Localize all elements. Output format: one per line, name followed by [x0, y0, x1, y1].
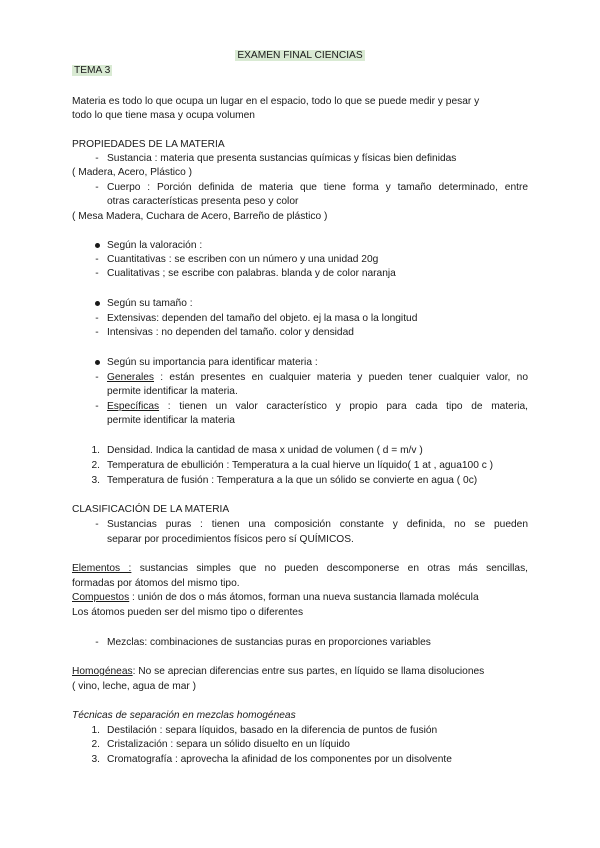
- intro-line-2: todo lo que tiene masa y ocupa volumen: [72, 110, 255, 121]
- bullet-icon: [90, 356, 104, 370]
- dash-marker: -: [95, 313, 99, 324]
- dash-marker: -: [95, 182, 99, 193]
- list-number: 1.: [91, 445, 100, 456]
- generales-line-2: permite identificar la materia.: [107, 386, 238, 397]
- bullet-icon: [90, 297, 104, 311]
- compuestos-line-1: Compuestos : unión de dos o más átomos, forman una nueva sustancia llamada molécula: [72, 592, 479, 603]
- document-title: [0, 49, 600, 63]
- sustancia-definition: Sustancia : materia que presenta sustancias químicas y físicas bien definidas: [107, 153, 457, 164]
- dash-marker: -: [95, 401, 99, 412]
- section-heading-propiedades: PROPIEDADES DE LA MATERIA: [72, 139, 225, 150]
- list-number: 2.: [91, 739, 100, 750]
- list-number: 3.: [91, 475, 100, 486]
- list-item: Extensivas: dependen del tamaño del objeto. ej la masa o la longitud: [107, 313, 418, 324]
- cuerpo-definition-line-2: otras características presenta peso y color: [107, 196, 299, 207]
- especificas-line-1: Específicas : tienen un valor característico y propio para cada tipo de materia,: [107, 401, 528, 412]
- especificas-line-2: permite identificar la materia: [107, 415, 235, 426]
- tamano-heading: Según su tamaño :: [107, 298, 193, 309]
- list-item: Cristalización : separa un sólido disuelto en un líquido: [107, 739, 350, 750]
- tecnicas-heading: Técnicas de separación en mezclas homogéneas: [72, 710, 296, 721]
- title-highlight: EXAMEN FINAL CIENCIAS: [237, 50, 363, 61]
- bullet-icon: [90, 239, 104, 253]
- list-number: 1.: [91, 725, 100, 736]
- list-item: Cromatografía : aprovecha la afinidad de los componentes por un disolvente: [107, 754, 452, 765]
- list-item: Intensivas : no dependen del tamaño. color y densidad: [107, 327, 354, 338]
- dash-marker: -: [95, 268, 99, 279]
- dash-marker: -: [95, 327, 99, 338]
- dash-marker: -: [95, 372, 99, 383]
- list-number: 2.: [91, 460, 100, 471]
- dash-marker: -: [95, 254, 99, 265]
- list-item: Cualitativas ; se escribe con palabras. blanda y de color naranja: [107, 268, 396, 279]
- compuestos-line-2: Los átomos pueden ser del mismo tipo o diferentes: [72, 607, 304, 618]
- list-item: Cuantitativas : se escriben con un número y una unidad 20g: [107, 254, 379, 265]
- topic-heading: [72, 64, 112, 78]
- mezclas-definition: Mezclas: combinaciones de sustancias puras en proporciones variables: [107, 637, 431, 648]
- valoracion-heading: Según la valoración :: [107, 240, 203, 251]
- cuerpo-examples: ( Mesa Madera, Cuchara de Acero, Barreño de plástico ): [72, 211, 328, 222]
- sustancias-puras-line-1: Sustancias puras : tienen una composición constante y definida, no se pueden: [107, 519, 528, 530]
- cuerpo-definition-line-1: Cuerpo : Porción definida de materia que tiene forma y tamaño determinado, entre: [107, 182, 528, 193]
- importancia-heading: Según su importancia para identificar materia :: [107, 357, 318, 368]
- sustancia-examples: ( Madera, Acero, Plástico ): [72, 167, 193, 178]
- elementos-line-2: formadas por átomos del mismo tipo.: [72, 578, 240, 589]
- dash-marker: -: [95, 637, 99, 648]
- sustancias-puras-line-2: separar por procedimientos físicos pero sí QUÍMICOS.: [107, 534, 354, 545]
- dash-marker: -: [95, 519, 99, 530]
- list-item: Temperatura de fusión : Temperatura a la que un sólido se convierte en agua ( 0c): [107, 475, 478, 486]
- list-item: Densidad. Indica la cantidad de masa x unidad de volumen ( d = m/v ): [107, 445, 423, 456]
- dash-marker: -: [95, 153, 99, 164]
- section-heading-clasificacion: CLASIFICACIÓN DE LA MATERIA: [72, 504, 230, 515]
- intro-line-1: Materia es todo lo que ocupa un lugar en el espacio, todo lo que se puede medir y pesar y: [72, 96, 480, 107]
- topic-highlight: TEMA 3: [74, 65, 111, 76]
- homogeneas-line-2: ( vino, leche, agua de mar ): [72, 681, 197, 692]
- list-item: Temperatura de ebullición : Temperatura a la cual hierve un líquido( 1 at , agua100 c ): [107, 460, 494, 471]
- list-number: 3.: [91, 754, 100, 765]
- list-item: Destilación : separa líquidos, basado en la diferencia de puntos de fusión: [107, 725, 438, 736]
- homogeneas-line-1: Homogéneas: No se aprecian diferencias entre sus partes, en líquido se llama disoluciones: [72, 666, 485, 677]
- generales-line-1: Generales : están presentes en cualquier materia y pueden tener cualquier valor, no: [107, 372, 528, 383]
- elementos-line-1: Elementos : sustancias simples que no pueden descomponerse en otras más sencillas,: [72, 563, 529, 574]
